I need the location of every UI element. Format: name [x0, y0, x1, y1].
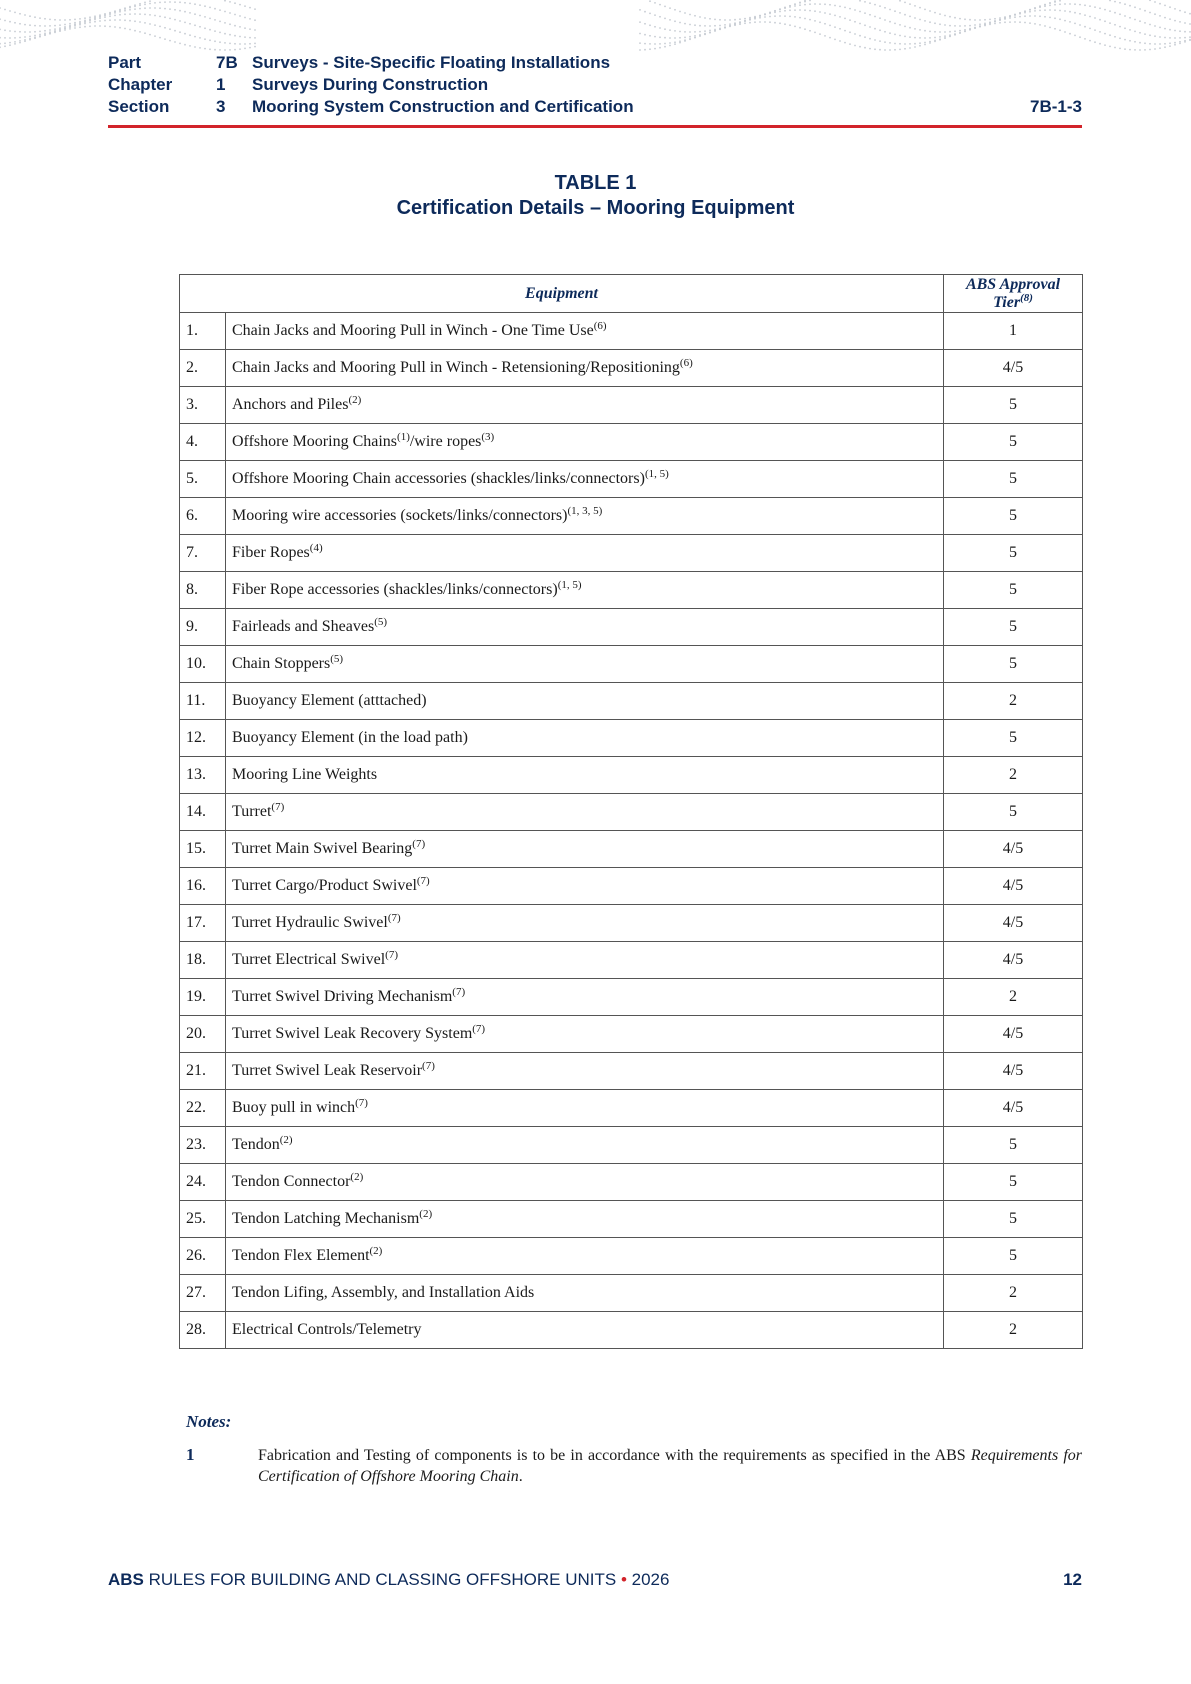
equipment-footnote: (2) — [348, 394, 362, 406]
note-text — [258, 1445, 1082, 1487]
row-number: 10. — [180, 646, 226, 683]
table-row — [180, 868, 1083, 905]
header-row-part — [108, 52, 1082, 74]
equipment-name: Tendon Lifing, Assembly, and Installation Aids — [232, 1284, 535, 1301]
equipment-cell — [226, 868, 944, 905]
column-header-tier-label: ABS Approval Tier — [965, 275, 1061, 311]
approval-tier: 5 — [944, 572, 1083, 609]
table-row — [180, 572, 1083, 609]
row-number: 12. — [180, 720, 226, 757]
equipment-name: Chain Jacks and Mooring Pull in Winch - One Time Use — [232, 322, 594, 339]
equipment-name: Tendon Connector — [232, 1173, 351, 1190]
column-header-tier — [944, 275, 1083, 313]
equipment-cell — [226, 461, 944, 498]
equipment-name: Fairleads and Sheaves — [232, 618, 375, 635]
equipment-cell — [226, 572, 944, 609]
table-row — [180, 1053, 1083, 1090]
equipment-name: Tendon — [232, 1136, 280, 1153]
approval-tier: 5 — [944, 1201, 1083, 1238]
equipment-cell — [226, 646, 944, 683]
table-caption: Certification Details – Mooring Equipment — [396, 197, 795, 219]
row-number: 7. — [180, 535, 226, 572]
equipment-footnote: (2) — [279, 1134, 293, 1146]
header-chapter-title: Surveys During Construction — [252, 75, 489, 94]
equipment-footnote: (7) — [412, 838, 426, 850]
equipment-name: Mooring Line Weights — [232, 766, 378, 783]
equipment-cell — [226, 794, 944, 831]
approval-tier: 5 — [944, 1127, 1083, 1164]
row-number: 18. — [180, 942, 226, 979]
equipment-footnote: (1, 5) — [557, 579, 582, 591]
approval-tier: 5 — [944, 1164, 1083, 1201]
equipment-name-continued: /wire ropes — [409, 433, 482, 450]
row-number: 9. — [180, 609, 226, 646]
equipment-footnote: (7) — [452, 986, 466, 998]
equipment-cell — [226, 831, 944, 868]
equipment-cell — [226, 757, 944, 794]
row-number: 14. — [180, 794, 226, 831]
equipment-footnote: (1, 5) — [644, 468, 669, 480]
equipment-cell — [226, 1053, 944, 1090]
column-header-equipment: Equipment — [180, 275, 944, 313]
row-number: 26. — [180, 1238, 226, 1275]
approval-tier: 4/5 — [944, 868, 1083, 905]
equipment-name: Chain Stoppers — [232, 655, 331, 672]
equipment-footnote: (1) — [397, 431, 410, 443]
equipment-footnote: (4) — [309, 542, 323, 554]
equipment-footnote: (7) — [472, 1023, 486, 1035]
equipment-name: Turret Swivel Leak Recovery System — [232, 1025, 473, 1042]
table-label: TABLE 1 — [554, 172, 637, 194]
row-number: 8. — [180, 572, 226, 609]
approval-tier: 5 — [944, 461, 1083, 498]
footer-bullet: • — [620, 1570, 627, 1589]
equipment-footnote: (7) — [416, 875, 430, 887]
row-number: 15. — [180, 831, 226, 868]
table-row — [180, 942, 1083, 979]
row-number: 11. — [180, 683, 226, 720]
running-header — [108, 52, 1082, 118]
equipment-name: Turret Main Swivel Bearing — [232, 840, 413, 857]
row-number: 6. — [180, 498, 226, 535]
equipment-cell — [226, 1312, 944, 1349]
table-row — [180, 498, 1083, 535]
equipment-name: Buoy pull in winch — [232, 1099, 356, 1116]
notes-heading: Notes: — [186, 1412, 232, 1431]
equipment-name: Fiber Ropes — [232, 544, 310, 561]
equipment-footnote: (6) — [679, 357, 693, 369]
approval-tier: 5 — [944, 609, 1083, 646]
equipment-footnote: (2) — [369, 1245, 383, 1257]
footer-title: RULES FOR BUILDING AND CLASSING OFFSHORE UNITS — [143, 1570, 621, 1589]
page-number: 12 — [1063, 1570, 1082, 1589]
table-row — [180, 609, 1083, 646]
approval-tier: 2 — [944, 757, 1083, 794]
equipment-cell — [226, 1127, 944, 1164]
header-divider — [108, 125, 1082, 128]
equipment-cell — [226, 350, 944, 387]
approval-tier: 4/5 — [944, 1090, 1083, 1127]
approval-tier: 2 — [944, 1275, 1083, 1312]
note-text-end: . — [518, 1468, 523, 1485]
equipment-cell — [226, 979, 944, 1016]
equipment-name: Offshore Mooring Chains — [232, 433, 398, 450]
table-row — [180, 905, 1083, 942]
approval-tier: 2 — [944, 1312, 1083, 1349]
equipment-footnote: (7) — [271, 801, 285, 813]
equipment-cell — [226, 1275, 944, 1312]
row-number: 16. — [180, 868, 226, 905]
approval-tier: 5 — [944, 498, 1083, 535]
equipment-cell — [226, 1201, 944, 1238]
equipment-name: Fiber Rope accessories (shackles/links/connectors) — [232, 581, 558, 598]
approval-tier: 5 — [944, 720, 1083, 757]
equipment-cell — [226, 1238, 944, 1275]
header-row-section — [108, 96, 1082, 118]
equipment-cell — [226, 720, 944, 757]
header-part-number: 7B — [216, 53, 238, 72]
equipment-footnote: (2) — [419, 1208, 433, 1220]
approval-tier: 5 — [944, 535, 1083, 572]
equipment-footnote: (7) — [387, 912, 401, 924]
table-row — [180, 831, 1083, 868]
equipment-cell — [226, 942, 944, 979]
approval-tier: 4/5 — [944, 942, 1083, 979]
row-number: 1. — [180, 313, 226, 350]
table-row — [180, 1312, 1083, 1349]
table-header-row — [180, 275, 1083, 313]
row-number: 21. — [180, 1053, 226, 1090]
row-number: 17. — [180, 905, 226, 942]
row-number: 24. — [180, 1164, 226, 1201]
note-text-reference: Requirements for Certification of Offshore Mooring Chain — [258, 1447, 1082, 1485]
equipment-cell — [226, 387, 944, 424]
header-page-reference: 7B-1-3 — [1030, 97, 1082, 116]
row-number: 3. — [180, 387, 226, 424]
certification-table — [179, 274, 1083, 1349]
equipment-cell — [226, 683, 944, 720]
approval-tier: 2 — [944, 979, 1083, 1016]
approval-tier: 2 — [944, 683, 1083, 720]
table-body — [180, 313, 1083, 1349]
row-number: 2. — [180, 350, 226, 387]
table-row — [180, 757, 1083, 794]
equipment-footnote: (6) — [593, 320, 607, 332]
approval-tier: 4/5 — [944, 1053, 1083, 1090]
equipment-name: Turret Swivel Leak Reservoir — [232, 1062, 423, 1079]
note-text-main: Fabrication and Testing of components is to be in accordance with the requirements as specified in the ABS — [258, 1447, 971, 1464]
header-chapter-label: Chapter — [108, 75, 173, 94]
approval-tier: 1 — [944, 313, 1083, 350]
equipment-cell — [226, 905, 944, 942]
table-row — [180, 720, 1083, 757]
column-header-tier-note: (8) — [1020, 291, 1033, 304]
equipment-footnote: (1, 3, 5) — [567, 505, 603, 517]
equipment-footnote: (7) — [355, 1097, 368, 1109]
table-row — [180, 1127, 1083, 1164]
table-row — [180, 1016, 1083, 1053]
header-section-title: Mooring System Construction and Certification — [252, 97, 634, 116]
equipment-footnote: (2) — [350, 1171, 364, 1183]
row-number: 20. — [180, 1016, 226, 1053]
row-number: 25. — [180, 1201, 226, 1238]
footer-brand: ABS — [108, 1570, 144, 1589]
row-number: 4. — [180, 424, 226, 461]
table-row — [180, 1201, 1083, 1238]
equipment-cell — [226, 498, 944, 535]
table-row — [180, 683, 1083, 720]
approval-tier: 4/5 — [944, 350, 1083, 387]
table-row — [180, 1164, 1083, 1201]
table-row — [180, 424, 1083, 461]
equipment-cell — [226, 535, 944, 572]
table-row — [180, 979, 1083, 1016]
approval-tier: 5 — [944, 387, 1083, 424]
table-row — [180, 387, 1083, 424]
equipment-name: Turret Hydraulic Swivel — [232, 914, 388, 931]
row-number: 27. — [180, 1275, 226, 1312]
table-row — [180, 1090, 1083, 1127]
equipment-name: Mooring wire accessories (sockets/links/connectors) — [232, 507, 568, 524]
equipment-name: Buoyancy Element (in the load path) — [232, 729, 468, 746]
equipment-footnote-2: (3) — [481, 431, 495, 443]
approval-tier: 5 — [944, 424, 1083, 461]
header-chapter-number: 1 — [216, 75, 226, 94]
footer-year: 2026 — [626, 1570, 670, 1589]
equipment-name: Turret Cargo/Product Swivel — [232, 877, 417, 894]
equipment-footnote: (7) — [385, 949, 398, 961]
row-number: 19. — [180, 979, 226, 1016]
equipment-cell — [226, 1016, 944, 1053]
equipment-cell — [226, 1164, 944, 1201]
table-row — [180, 646, 1083, 683]
equipment-name: Electrical Controls/Telemetry — [232, 1321, 422, 1338]
header-section-number: 3 — [216, 97, 226, 116]
approval-tier: 4/5 — [944, 1016, 1083, 1053]
approval-tier: 5 — [944, 646, 1083, 683]
note-number: 1 — [186, 1445, 195, 1464]
equipment-name: Anchors and Piles — [232, 396, 349, 413]
table-row — [180, 350, 1083, 387]
equipment-cell — [226, 313, 944, 350]
equipment-name: Buoyancy Element (atttached) — [232, 692, 427, 709]
equipment-cell — [226, 1090, 944, 1127]
equipment-name: Turret Swivel Driving Mechanism — [232, 988, 453, 1005]
header-part-label: Part — [108, 53, 142, 72]
approval-tier: 4/5 — [944, 831, 1083, 868]
approval-tier: 4/5 — [944, 905, 1083, 942]
page-footer — [108, 1570, 1082, 1592]
equipment-footnote: (7) — [422, 1060, 435, 1072]
equipment-footnote: (5) — [330, 653, 344, 665]
equipment-footnote: (5) — [374, 616, 388, 628]
header-section-label: Section — [108, 97, 170, 116]
equipment-name: Chain Jacks and Mooring Pull in Winch - Retensioning/Repositioning — [232, 359, 680, 376]
table-row — [180, 313, 1083, 350]
row-number: 22. — [180, 1090, 226, 1127]
equipment-cell — [226, 424, 944, 461]
equipment-name: Turret Electrical Swivel — [232, 951, 386, 968]
row-number: 28. — [180, 1312, 226, 1349]
approval-tier: 5 — [944, 1238, 1083, 1275]
header-row-chapter — [108, 74, 1082, 96]
table-row — [180, 1275, 1083, 1312]
table-row — [180, 1238, 1083, 1275]
header-part-title: Surveys - Site-Specific Floating Installations — [252, 53, 611, 72]
equipment-name: Turret — [232, 803, 272, 820]
row-number: 23. — [180, 1127, 226, 1164]
equipment-name: Offshore Mooring Chain accessories (shackles/links/connectors) — [232, 470, 645, 487]
equipment-name: Tendon Latching Mechanism — [232, 1210, 420, 1227]
approval-tier: 5 — [944, 794, 1083, 831]
table-row — [180, 535, 1083, 572]
equipment-name: Tendon Flex Element — [232, 1247, 370, 1264]
table-row — [180, 461, 1083, 498]
row-number: 5. — [180, 461, 226, 498]
row-number: 13. — [180, 757, 226, 794]
equipment-cell — [226, 609, 944, 646]
table-row — [180, 794, 1083, 831]
